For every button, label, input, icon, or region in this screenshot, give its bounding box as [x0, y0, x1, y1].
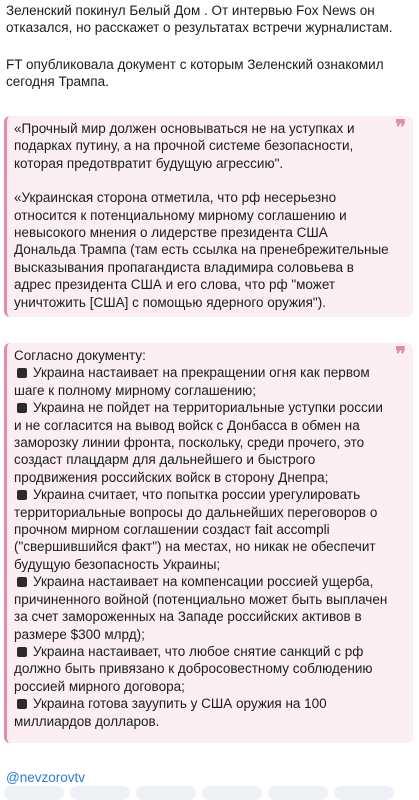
quote-icon: ❞ [395, 115, 406, 139]
reaction-chip[interactable] [334, 786, 394, 800]
reaction-chip[interactable] [202, 786, 262, 800]
list-item: Украина настаивает, что любое снятие санкций с рф должно быть привязано к добросовестному соблюдению россией мирного договора; [14, 643, 373, 694]
black-square-icon [17, 368, 27, 378]
reaction-bar [0, 786, 419, 792]
list-item: Украина настаивает на прекращении огня как первом шаге к полному мирному соглашению; [14, 365, 370, 398]
quote-icon: ❞ [395, 342, 406, 366]
list-item: Украина не пойдет на территориальные уступки россии и не согласится на вывод войск с Донбасса в обмен на заморозку линии фронта, поскольку, среди прочего, это создаст плацдарм для дальнейшего и быстрого продвижения российских войск в сторону Днепра; [14, 400, 383, 485]
black-square-icon [17, 577, 27, 587]
reaction-chip[interactable] [70, 786, 130, 800]
list-item: Украина считает, что попытка россии урегулировать территориальные вопросы до дальнейших переговоров о прочном мирном соглашении создаст fait accompli ("свершившийся факт") на местах, но никак не обеспечит будущую безопасность Украины; [14, 487, 378, 572]
post-intro: Зеленский покинул Белый Дом . От интервью Fox News он отказался, но расскажет о результатах встречи журналистам. [6, 3, 393, 36]
quote-paragraph-2: «Украинская сторона отметила, что рф несерьезно относится к потенциальному мирному соглашению и невысокого мнения о лидерстве президента США Дональда Трампа (там есть ссылка на пренебрежительные высказывания пропагандиста владимира соловьева в адрес президента США и его слова, что рф "может уничтожить [США] с помощью ядерного оружия"). [14, 190, 389, 310]
reaction-chip[interactable] [136, 786, 196, 800]
quote-block-1 [4, 116, 413, 317]
reaction-chip[interactable] [268, 786, 328, 800]
quote-paragraph-1: «Прочный мир должен основываться не на уступках и подарках путину, а на прочной системе безопасности, которая предотвратит будущую агрессию". [14, 121, 355, 171]
document-heading: Согласно документу: [14, 348, 146, 363]
list-item: Украина настаивает на компенсации россией ущерба, причиненного войной (потенциально может быть выплачен за счет замороженных на Западе российских активов в размере $300 млрд); [14, 574, 388, 642]
channel-link[interactable]: @nevzorovtv [6, 770, 85, 785]
black-square-icon [17, 647, 27, 657]
black-square-icon [17, 490, 27, 500]
black-square-icon [17, 699, 27, 709]
reaction-chip[interactable] [4, 786, 64, 800]
list-item: Украина готова зауупить у США оружия на 100 миллиардов долларов. [14, 696, 327, 729]
post-ft-line: FT опубликовала документ с которым Зеленский ознакомил сегодня Трампа. [6, 57, 384, 90]
quote-block-2 [4, 343, 413, 743]
black-square-icon [17, 403, 27, 413]
